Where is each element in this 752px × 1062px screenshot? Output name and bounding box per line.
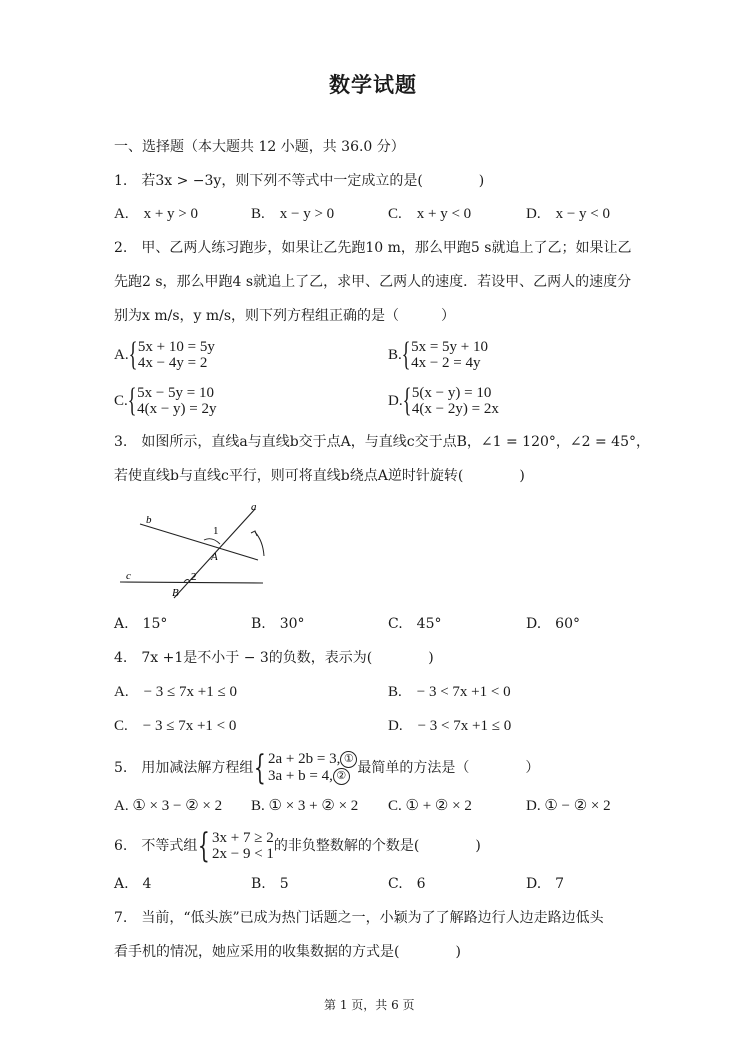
q5-option-a: A. ① × 3 − ② × 2 [114, 798, 223, 814]
q6-eq1: 3x + 7 ≥ 2 [212, 830, 274, 846]
brace-icon: { [402, 382, 412, 419]
q2-a-eq1: 5x + 10 = 5y [137, 339, 215, 355]
label-a: a [251, 501, 257, 513]
circled-1: ① [340, 751, 357, 768]
q4-option-b: B. − 3 < 7x +1 < 0 [388, 684, 511, 700]
q4-option-d: D. − 3 < 7x +1 ≤ 0 [388, 718, 512, 734]
q5-post: 最简单的方法是（ ） [357, 760, 540, 777]
q2-c-eq1: 5x − 5y = 10 [137, 385, 215, 401]
q6-eq2: 2x − 9 < 1 [212, 846, 274, 862]
question-4-stem: 4. 7x +1是不小于 − 3的负数，表示为( ) [114, 650, 434, 666]
question-3-line-2: 若使直线b与直线c平行，则可将直线b绕点A逆时针旋转( ) [114, 468, 525, 484]
brace-icon: { [198, 826, 211, 866]
q2-option-b [388, 336, 489, 373]
q2-option-c [114, 382, 217, 419]
q5-option-c: C. ① + ② × 2 [388, 798, 472, 814]
q3-option-a: A. 15° [114, 616, 168, 632]
q3-option-d: D. 60° [526, 616, 580, 632]
q4-option-c: C. − 3 ≤ 7x +1 < 0 [114, 718, 237, 734]
q2-option-d-label: D. [388, 393, 403, 409]
q6-option-c: C. 6 [388, 876, 426, 892]
q2-option-a [114, 336, 215, 373]
q2-d-eq1: 5(x − y) = 10 [411, 385, 492, 401]
q1-option-a: A. x + y > 0 [114, 206, 199, 222]
q5-eq1: 2a + 2b = 3, [268, 751, 341, 767]
q2-b-eq1: 5x = 5y + 10 [411, 339, 489, 355]
brace-icon: { [401, 336, 411, 373]
brace-icon: { [127, 382, 137, 419]
q3-option-c: C. 45° [388, 616, 442, 632]
q6-option-b: B. 5 [251, 876, 289, 892]
question-5-stem [114, 748, 540, 789]
q6-pre: 6. 不等式组 [114, 838, 198, 854]
label-c: c [126, 570, 131, 582]
line-b [140, 524, 258, 560]
q2-option-a-label: A. [114, 347, 129, 363]
question-2-line-2: 先跑2 s，那么甲跑4 s就追上了乙，求甲、乙两人的速度．若设甲、乙两人的速度分 [114, 274, 632, 290]
q5-option-b: B. ① × 3 + ② × 2 [251, 798, 359, 814]
q1-option-b: B. x − y > 0 [251, 206, 335, 222]
q2-option-d [388, 382, 499, 419]
q3-option-b: B. 30° [251, 616, 305, 632]
angle-1-arc [204, 539, 220, 544]
label-angle-2: 2 [191, 571, 197, 583]
q2-b-eq2: 4x − 2 = 4y [411, 355, 481, 371]
q5-eq2: 3a + b = 4, [268, 768, 333, 785]
circled-2: ② [333, 768, 350, 785]
q5-option-d: D. ① − ② × 2 [526, 798, 611, 814]
page-footer: 第 1 页，共 6 页 [324, 998, 415, 1012]
question-7-line-1: 7. 当前，“低头族”已成为热门话题之一，小颖为了了解路边行人边走路边低头 [114, 910, 604, 926]
label-point-a: A [211, 551, 218, 563]
q4-option-a: A. − 3 ≤ 7x +1 ≤ 0 [114, 684, 237, 700]
label-b: b [146, 514, 152, 526]
brace-icon: { [128, 336, 138, 373]
question-1-stem: 1. 若3x > −3y，则下列不等式中一定成立的是( ) [114, 173, 485, 189]
q6-option-d: D. 7 [526, 876, 565, 892]
q2-option-c-label: C. [114, 393, 128, 409]
label-angle-1: 1 [213, 525, 219, 537]
section-heading: 一、选择题（本大题共 12 小题，共 36.0 分） [114, 139, 405, 155]
q2-c-eq2: 4(x − y) = 2y [137, 401, 217, 417]
question-2-line-3: 别为x m/s，y m/s，则下列方程组正确的是（ ） [114, 308, 456, 324]
q1-option-c: C. x + y < 0 [388, 206, 472, 222]
label-point-b: B [172, 587, 179, 599]
q5-pre: 5. 用加减法解方程组 [114, 760, 254, 777]
q2-option-b-label: B. [388, 347, 402, 363]
q6-post: 的非负整数解的个数是( ) [273, 838, 481, 854]
brace-icon: { [254, 748, 267, 789]
q2-d-eq2: 4(x − 2y) = 2x [411, 401, 499, 417]
question-3-line-1: 3. 如图所示，直线a与直线b交于点A，与直线c交于点B，∠1 = 120°，∠2 = 45°， [114, 434, 650, 450]
geometry-figure [112, 498, 282, 602]
rotation-arrowhead-icon [251, 531, 257, 536]
q1-option-d: D. x − y < 0 [526, 206, 611, 222]
page-title: 数学试题 [329, 72, 417, 97]
q6-option-a: A. 4 [114, 876, 152, 892]
question-7-line-2: 看手机的情况，她应采用的收集数据的方式是( ) [114, 944, 461, 960]
question-2-line-1: 2. 甲、乙两人练习跑步，如果让乙先跑10 m，那么甲跑5 s就追上了乙；如果让乙 [114, 240, 632, 256]
q2-a-eq2: 4x − 4y = 2 [137, 355, 208, 371]
question-6-stem [114, 826, 481, 866]
